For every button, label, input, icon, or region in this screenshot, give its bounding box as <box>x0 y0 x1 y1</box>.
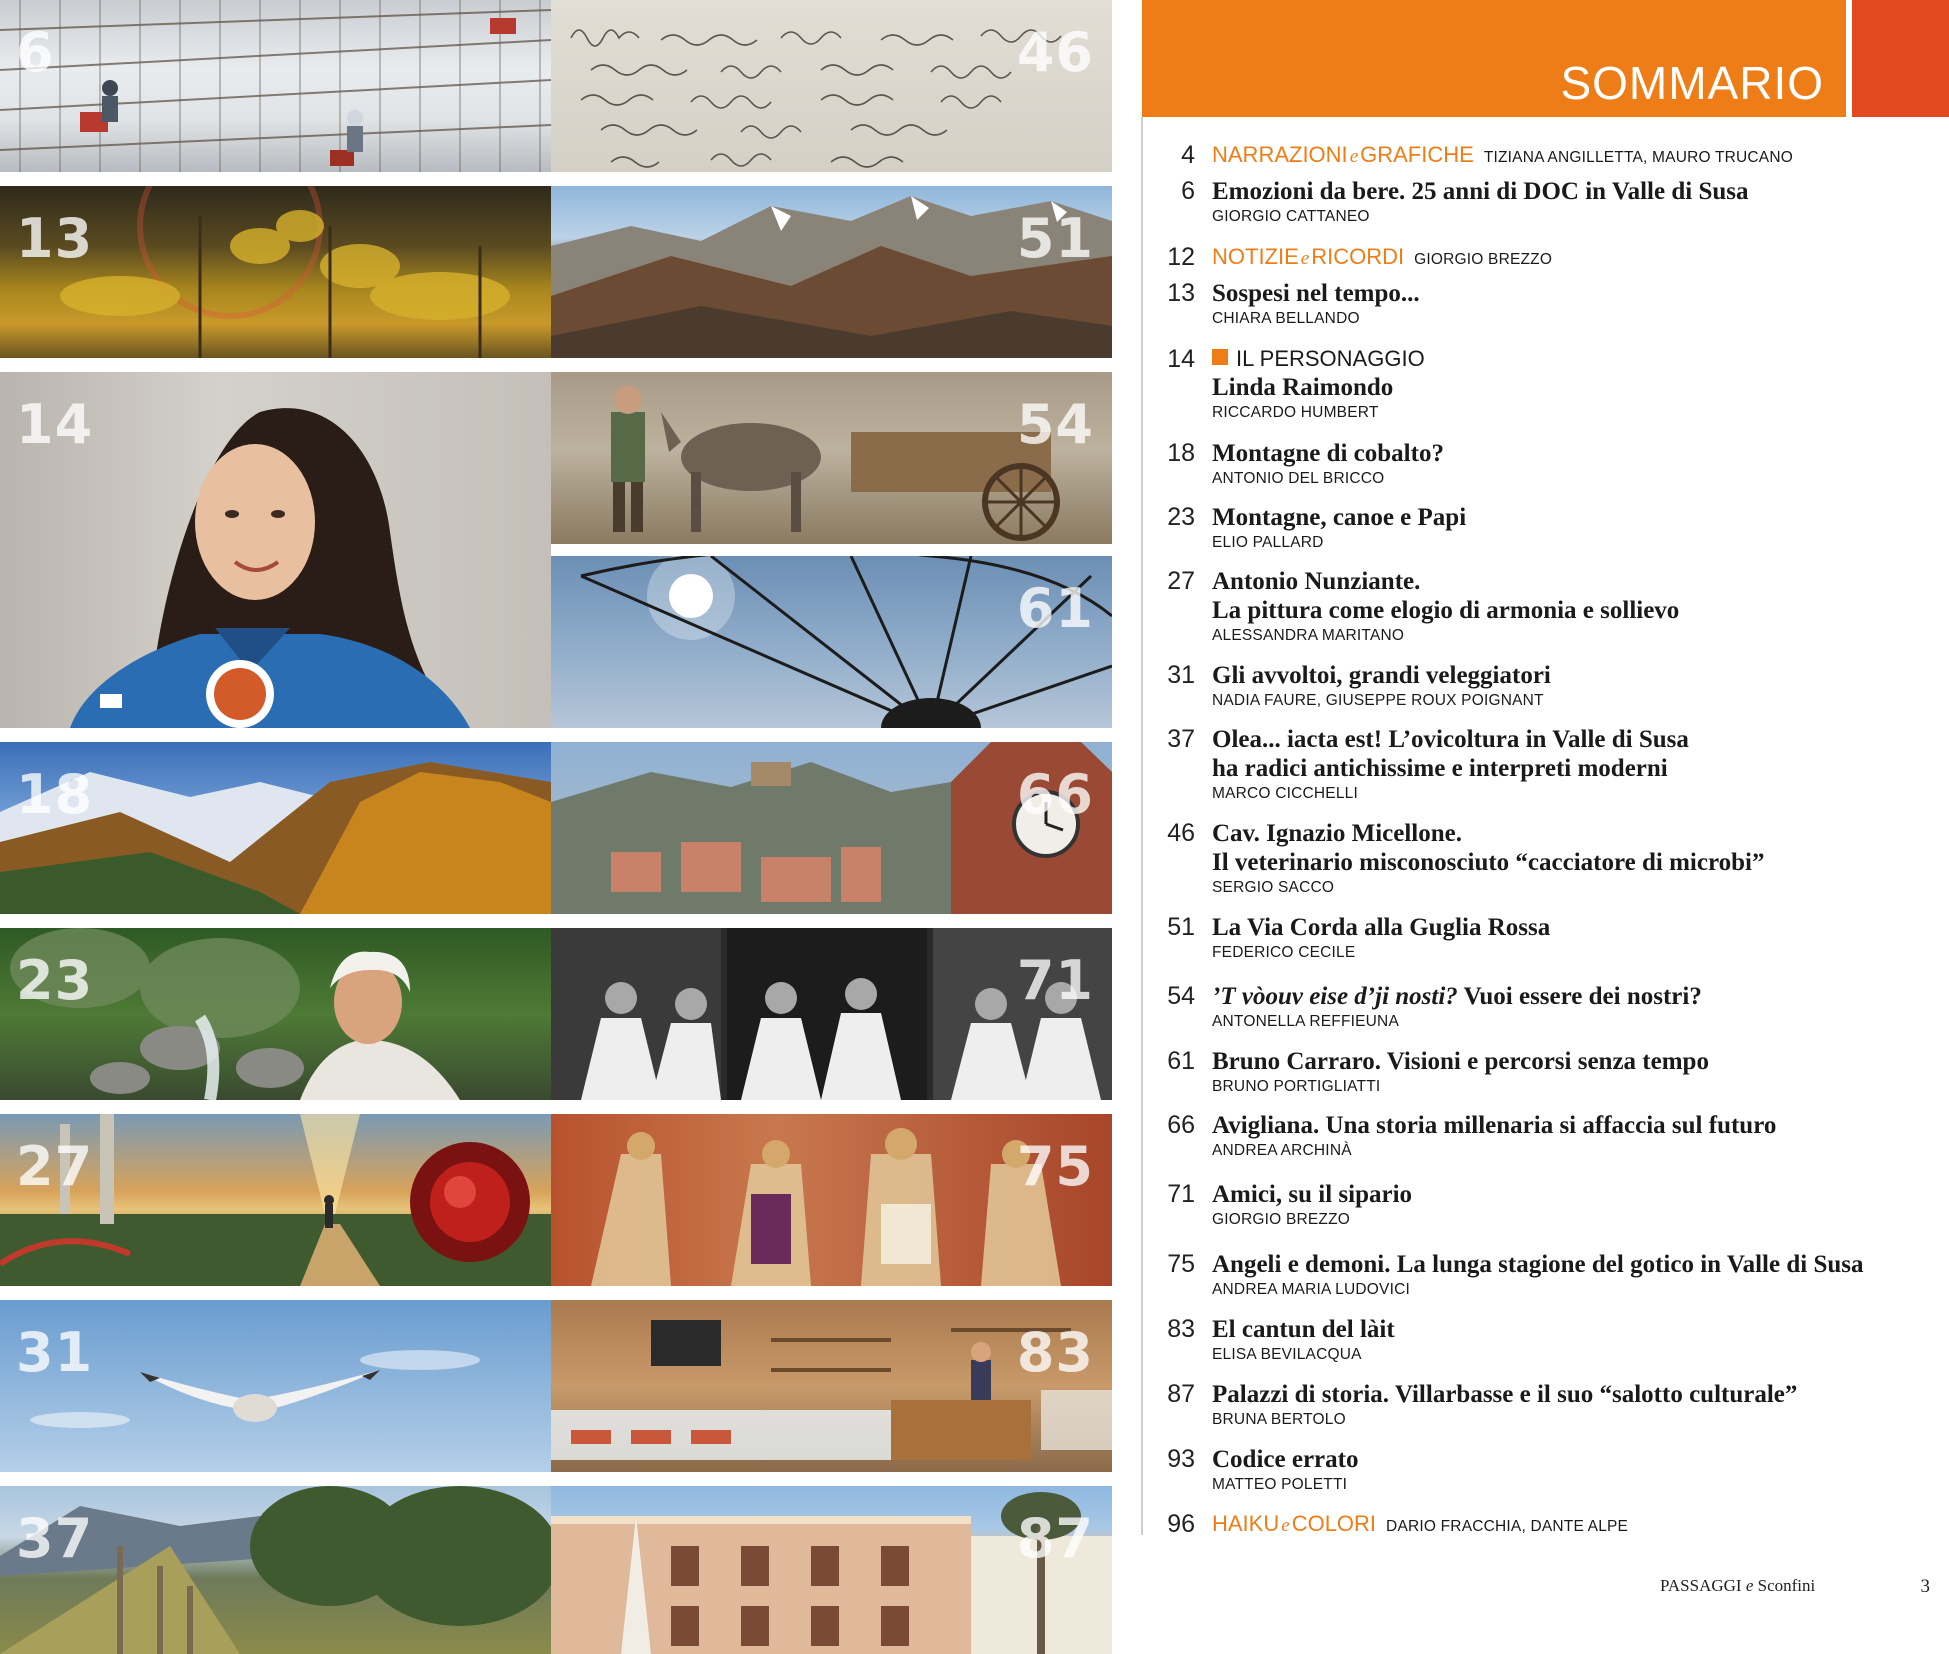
toc-author: BRUNO PORTIGLIATTI <box>1212 1078 1381 1095</box>
toc-rubric <box>1212 345 1940 373</box>
toc-title: Palazzi di storia. Villarbasse e il suo “salotto culturale” <box>1212 1381 1798 1408</box>
toc-author: ELISA BEVILACQUA <box>1212 1346 1362 1363</box>
toc-author: SERGIO SACCO <box>1212 879 1335 896</box>
toc-page-number: 83 <box>1167 1315 1195 1343</box>
toc-page-number: 54 <box>1167 982 1195 1010</box>
toc-title-line2: Il veterinario misconosciuto “cacciatore di microbi” <box>1212 849 1765 876</box>
photo-tile-54 <box>551 372 1112 544</box>
photo-tile-71 <box>551 928 1112 1100</box>
toc-page-number: 31 <box>1167 661 1195 689</box>
toc-title: Codice errato <box>1212 1446 1359 1473</box>
photo-number: 87 <box>1016 1507 1094 1570</box>
toc-title: Amici, su il sipario <box>1212 1181 1413 1208</box>
section-label: NOTIZIE <box>1212 244 1299 269</box>
photo-number: 14 <box>16 393 94 456</box>
photo-number: 75 <box>1016 1135 1094 1198</box>
toc-title: Olea... iacta est! L’ovicoltura in Valle di Susa <box>1212 726 1689 753</box>
photo-number: 46 <box>1016 21 1094 84</box>
toc-page-number: 46 <box>1167 819 1195 847</box>
photo-number: 13 <box>16 207 94 270</box>
photo-tile-6 <box>0 0 551 172</box>
toc-title: Avigliana. Una storia millenaria si affaccia sul futuro <box>1212 1112 1777 1139</box>
toc-page-number: 27 <box>1167 567 1195 595</box>
section-label: GRAFICHE <box>1360 142 1474 167</box>
toc-section-heading <box>1212 243 1940 274</box>
photo-tile-46 <box>551 0 1112 172</box>
photo-number: 54 <box>1016 393 1094 456</box>
toc-title: Montagne, canoe e Papi <box>1212 504 1467 531</box>
toc-author: RICCARDO HUMBERT <box>1212 404 1379 421</box>
toc-title <box>1212 982 1940 1011</box>
photo-tile-37 <box>0 1486 551 1654</box>
toc-page-number: 51 <box>1167 913 1195 941</box>
toc-author: ANDREA MARIA LUDOVICI <box>1212 1281 1410 1298</box>
photo-number: 27 <box>16 1135 94 1198</box>
toc-title: Cav. Ignazio Micellone. <box>1212 820 1462 847</box>
photo-number: 83 <box>1016 1321 1094 1384</box>
toc-page-number: 6 <box>1181 177 1195 205</box>
toc-author: FEDERICO CECILE <box>1212 944 1356 961</box>
toc-page-number: 12 <box>1167 243 1195 271</box>
toc-title: Sospesi nel tempo... <box>1212 280 1420 307</box>
toc-author: ANTONELLA REFFIEUNA <box>1212 1013 1399 1030</box>
photo-tile-87 <box>551 1486 1112 1654</box>
toc-title-roman: Vuoi essere dei nostri? <box>1463 983 1702 1010</box>
toc-page-number: 75 <box>1167 1250 1195 1278</box>
toc-section-heading <box>1212 1510 1940 1541</box>
photo-tile-66 <box>551 742 1112 914</box>
section-label: NARRAZIONI <box>1212 142 1348 167</box>
section-label: RICORDI <box>1311 244 1405 269</box>
section-label: COLORI <box>1291 1511 1377 1536</box>
toc-page-number: 23 <box>1167 503 1195 531</box>
toc-title: Antonio Nunziante. <box>1212 568 1421 595</box>
toc-page-number: 61 <box>1167 1047 1195 1075</box>
toc-author: ANTONIO DEL BRICCO <box>1212 470 1385 487</box>
toc-author: GIORGIO BREZZO <box>1414 251 1553 268</box>
toc-page-number: 4 <box>1181 141 1195 169</box>
sommario-banner <box>1142 0 1846 117</box>
section-conjunction: e <box>1349 146 1359 167</box>
section-conjunction: e <box>1300 248 1310 269</box>
photo-tile-13 <box>0 186 551 358</box>
toc-title: Linda Raimondo <box>1212 374 1394 401</box>
toc-title-line2: ha radici antichissime e interpreti moderni <box>1212 755 1668 782</box>
photo-number: 23 <box>16 949 94 1012</box>
banner-accent <box>1852 0 1949 117</box>
toc-page-number: 13 <box>1167 279 1195 307</box>
toc-page-number: 71 <box>1167 1180 1195 1208</box>
toc-author: ELIO PALLARD <box>1212 534 1324 551</box>
toc-title: La Via Corda alla Guglia Rossa <box>1212 914 1551 941</box>
photo-number: 51 <box>1016 207 1094 270</box>
orange-square-icon <box>1212 349 1228 365</box>
toc-page-number: 93 <box>1167 1445 1195 1473</box>
toc-page-number: 87 <box>1167 1380 1195 1408</box>
magazine-name: PASSAGGI <box>1660 1576 1742 1595</box>
toc-author: BRUNA BERTOLO <box>1212 1411 1346 1428</box>
page-footer <box>1660 1576 1930 1596</box>
photo-tile-83 <box>551 1300 1112 1472</box>
magazine-conjunction: e <box>1745 1576 1754 1595</box>
toc-author: MATTEO POLETTI <box>1212 1476 1348 1493</box>
toc-page-number: 14 <box>1167 345 1195 373</box>
toc-author: GIORGIO BREZZO <box>1212 1211 1351 1228</box>
photo-number: 71 <box>1016 949 1094 1012</box>
toc-title-line2: La pittura come elogio di armonia e sollievo <box>1212 597 1680 624</box>
photo-tile-31 <box>0 1300 551 1472</box>
section-conjunction: e <box>1281 1515 1290 1536</box>
photo-number: 61 <box>1016 577 1094 640</box>
toc-author: CHIARA BELLANDO <box>1212 310 1360 327</box>
toc-title-italic: ’T vòouv eise d’ji nosti? <box>1212 983 1458 1010</box>
photo-tile-23 <box>0 928 551 1100</box>
photo-number: 31 <box>16 1321 94 1384</box>
page-number: 3 <box>1920 1576 1930 1597</box>
toc-page-number: 37 <box>1167 725 1195 753</box>
photo-tile-14 <box>0 372 551 728</box>
page-title: SOMMARIO <box>1560 57 1824 109</box>
photo-tile-18 <box>0 742 551 914</box>
column-divider <box>1141 117 1143 1535</box>
toc-author: ANDREA ARCHINÀ <box>1212 1142 1352 1159</box>
photo-tile-27 <box>0 1114 551 1286</box>
toc-title: Emozioni da bere. 25 anni di DOC in Valle di Susa <box>1212 178 1749 205</box>
photo-tile-61 <box>551 556 1112 728</box>
toc-page-number: 66 <box>1167 1111 1195 1139</box>
toc-author: TIZIANA ANGILLETTA, MAURO TRUCANO <box>1483 149 1793 166</box>
photo-tile-51 <box>551 186 1112 358</box>
toc-page-number: 96 <box>1167 1510 1195 1538</box>
toc-author: MARCO CICCHELLI <box>1212 785 1358 802</box>
photo-number: 18 <box>16 763 94 826</box>
photo-number: 37 <box>16 1507 94 1570</box>
photo-tile-75 <box>551 1114 1112 1286</box>
toc-title: Montagne di cobalto? <box>1212 440 1444 467</box>
vineyard-snow-illustration <box>0 0 551 172</box>
toc-section-heading <box>1212 141 1940 172</box>
toc-author: GIORGIO CATTANEO <box>1212 208 1370 225</box>
toc-title: El cantun del làit <box>1212 1316 1395 1343</box>
toc-title: Gli avvoltoi, grandi veleggiatori <box>1212 662 1551 689</box>
toc-page-number: 18 <box>1167 439 1195 467</box>
magazine-name-2: Sconfini <box>1757 1576 1816 1595</box>
rubric-label: IL PERSONAGGIO <box>1236 346 1425 371</box>
section-label: HAIKU <box>1212 1511 1280 1536</box>
photo-number: 66 <box>1016 763 1094 826</box>
toc-title: Angeli e demoni. La lunga stagione del gotico in Valle di Susa <box>1212 1251 1864 1278</box>
photo-number: 6 <box>16 21 55 84</box>
toc-author: DARIO FRACCHIA, DANTE ALPE <box>1386 1518 1629 1535</box>
toc-author: ALESSANDRA MARITANO <box>1212 627 1405 644</box>
toc-author: NADIA FAURE, GIUSEPPE ROUX POIGNANT <box>1212 692 1544 709</box>
toc-title: Bruno Carraro. Visioni e percorsi senza tempo <box>1212 1048 1709 1075</box>
